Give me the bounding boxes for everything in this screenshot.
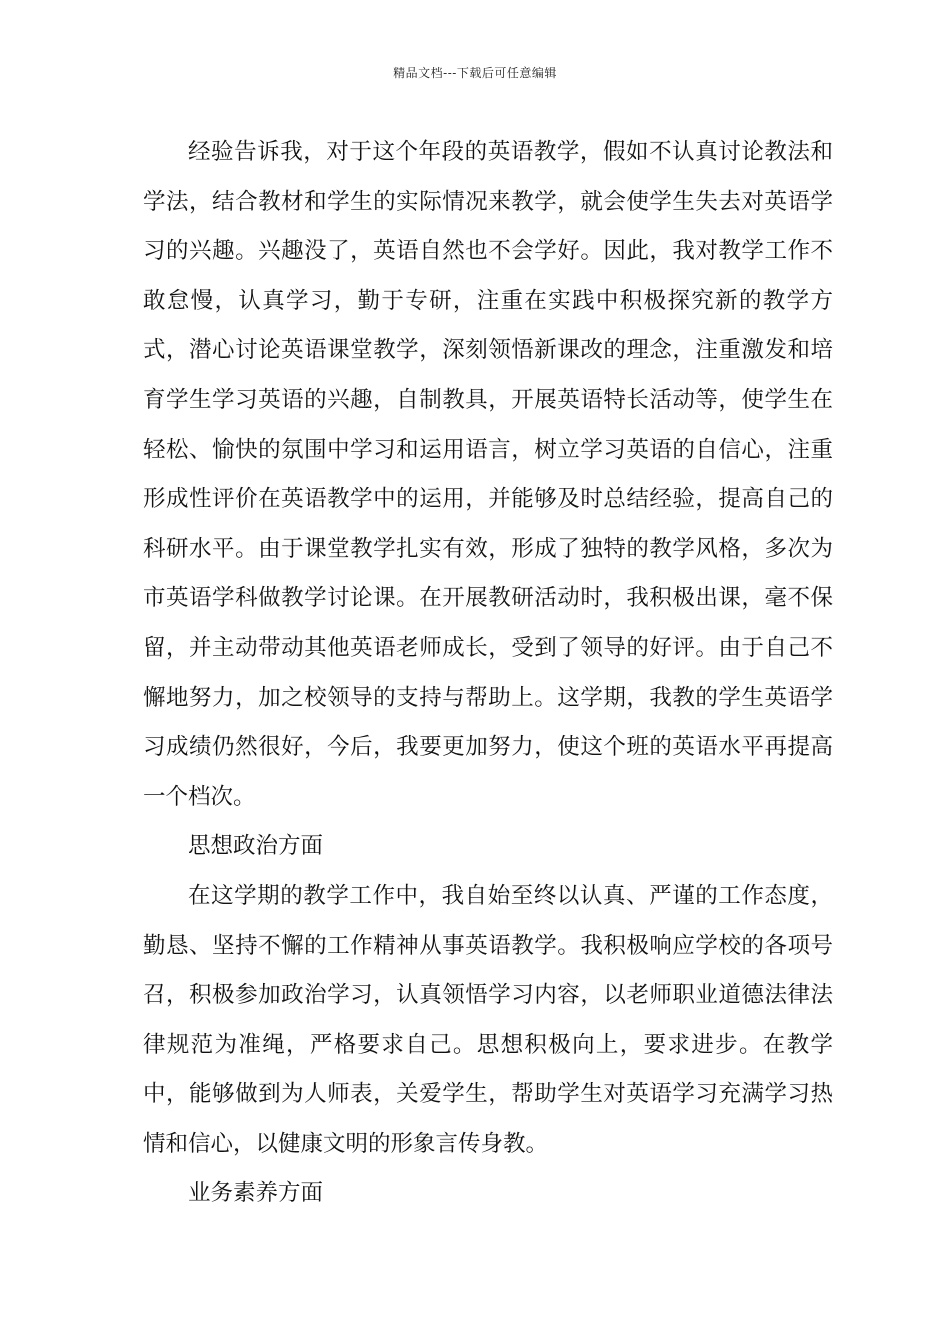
paragraph-political-thought: 在这学期的教学工作中，我自始至终以认真、严谨的工作态度，勤恳、坚持不懈的工作精神从事英语教学。我积极响应学校的各项号召，积极参加政治学习，认真领悟学习内容，以老师职业道德法律法律规范为准绳，严格要求自己。思想积极向上，要求进步。在教学中，能够做到为人师表，关爱学生，帮助学生对英语学习充满学习热情和信心，以健康文明的形象言传身教。 bbox=[143, 882, 833, 1157]
paragraph-teaching-experience: 经验告诉我，对于这个年段的英语教学，假如不认真讨论教法和学法，结合教材和学生的实际情况来教学，就会使学生失去对英语学习的兴趣。兴趣没了，英语自然也不会学好。因此，我对教学工作不敢怠慢，认真学习，勤于专研，注重在实践中积极探究新的教学方式，潜心讨论英语课堂教学，深刻领悟新课改的理念，注重激发和培育学生学习英语的兴趣，自制教具，开展英语特长活动等，使学生在轻松、愉快的氛围中学习和运用语言，树立学习英语的自信心，注重形成性评价在英语教学中的运用，并能够及时总结经验，提高自己的科研水平。由于课堂教学扎实有效，形成了独特的教学风格，多次为市英语学科做教学讨论课。在开展教研活动时，我积极出课，毫不保留，并主动带动其他英语老师成长，受到了领导的好评。由于自己不懈地努力，加之校领导的支持与帮助上。这学期，我教的学生英语学习成绩仍然很好，今后，我要更加努力，使这个班的英语水平再提高一个档次。 bbox=[143, 139, 833, 810]
document-body bbox=[143, 128, 833, 1219]
header-note: 精品文档---下载后可任意编辑 bbox=[393, 66, 557, 80]
section-heading-professional-quality: 业务素养方面 bbox=[188, 1180, 324, 1207]
section-heading-political-thought: 思想政治方面 bbox=[188, 833, 324, 860]
